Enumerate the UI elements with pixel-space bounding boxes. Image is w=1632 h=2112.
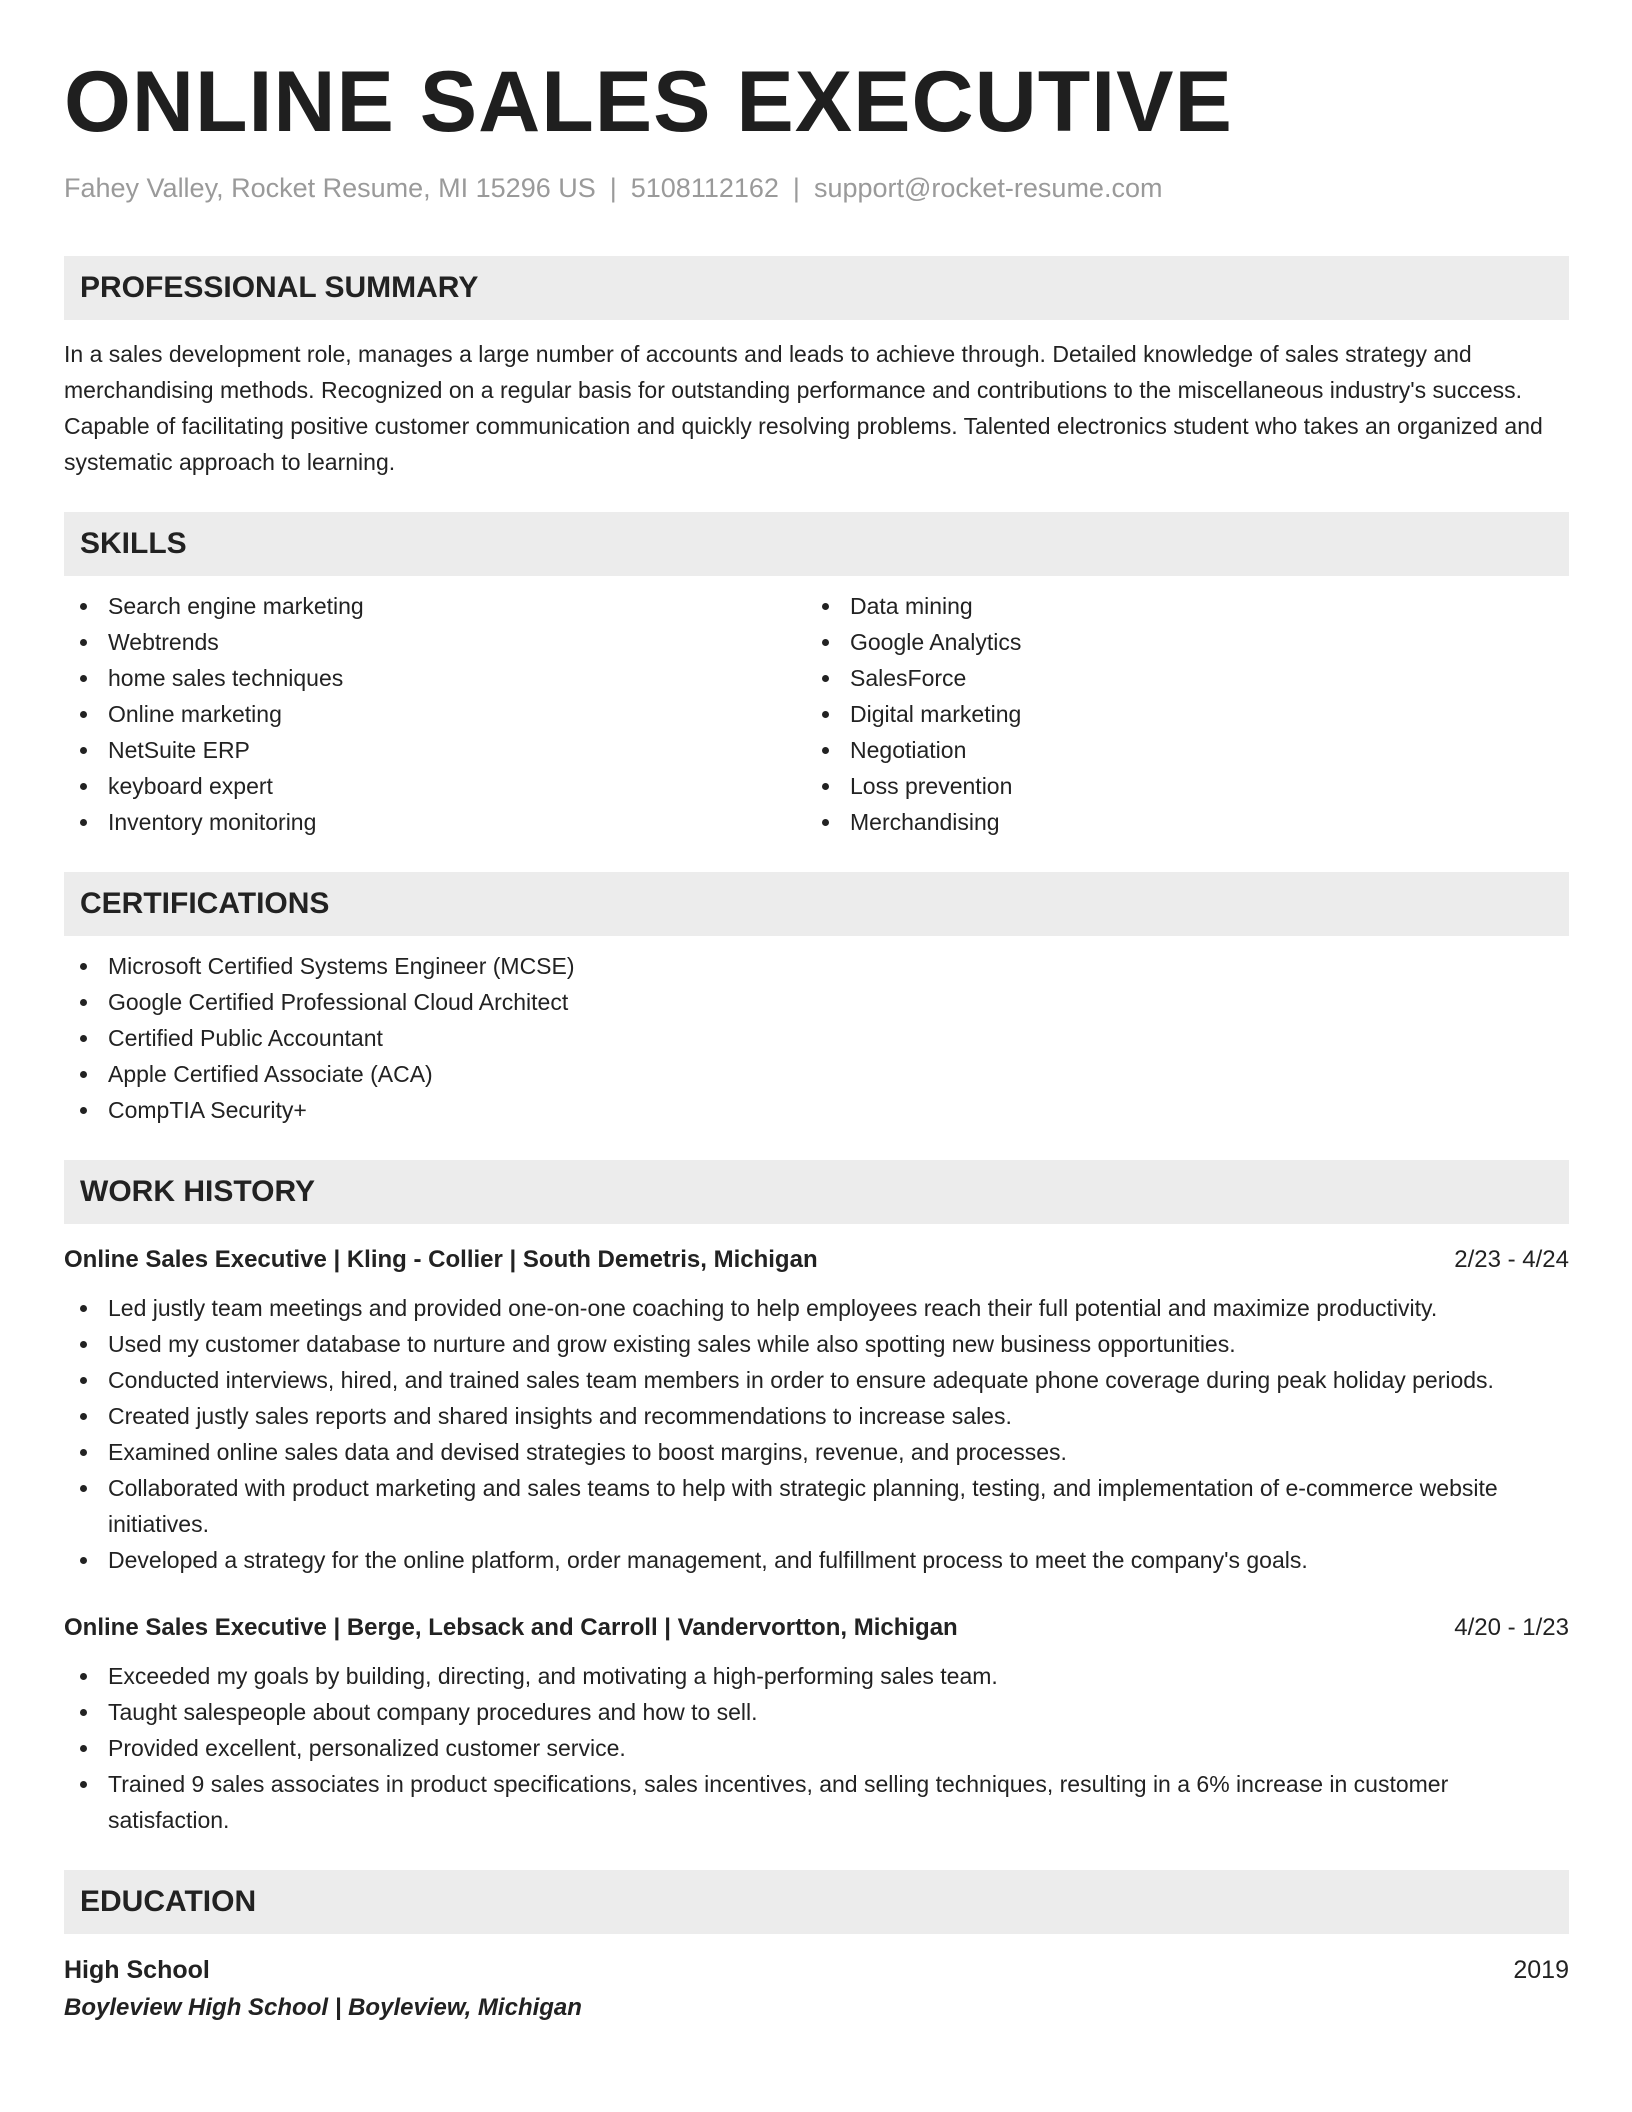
certification-item: Apple Certified Associate (ACA)	[64, 1056, 1569, 1092]
job-bullet: Examined online sales data and devised strategies to boost margins, revenue, and processes.	[64, 1434, 1569, 1470]
skill-item: Search engine marketing	[64, 588, 806, 624]
job-bullet: Trained 9 sales associates in product specifications, sales incentives, and selling techniques, resulting in a 6% increase in customer satisfaction.	[64, 1766, 1569, 1838]
certification-item: CompTIA Security+	[64, 1092, 1569, 1128]
certifications-list	[64, 948, 1569, 1128]
candidate-name: ONLINE SALES EXECUTIVE	[64, 54, 1233, 150]
summary-text: In a sales development role, manages a large number of accounts and leads to achieve through. Detailed knowledge of sales strategy and merchandising methods. Recognized on a regular basis for outstanding performance and contributions to the miscellaneous industry's success. Capable of facilitating positive customer communication and quickly resolving problems. Talented electronics student who takes an organized and systematic approach to learning.	[64, 341, 1543, 475]
job-dates: 4/20 - 1/23	[1454, 1614, 1569, 1641]
contact-email: support@rocket-resume.com	[813, 173, 1163, 203]
skill-item: Digital marketing	[806, 696, 1548, 732]
skills-list-left	[64, 588, 806, 840]
education-header	[64, 1952, 1569, 1988]
skills-grid	[64, 588, 1569, 840]
job-bullet: Provided excellent, personalized customer service.	[64, 1730, 1569, 1766]
job-bullet: Collaborated with product marketing and sales teams to help with strategic planning, testing, and implementation of e-commerce website initiatives.	[64, 1470, 1569, 1542]
job-bullets	[64, 1658, 1569, 1838]
job-header	[64, 1610, 1569, 1646]
skill-item: Online marketing	[64, 696, 806, 732]
job-dates: 2/23 - 4/24	[1454, 1246, 1569, 1273]
section-heading-certifications: CERTIFICATIONS	[64, 872, 1569, 936]
job-bullet: Taught salespeople about company procedures and how to sell.	[64, 1694, 1569, 1730]
job-bullets	[64, 1290, 1569, 1578]
job-bullet: Exceeded my goals by building, directing, and motivating a high-performing sales team.	[64, 1658, 1569, 1694]
job-bullet: Used my customer database to nurture and grow existing sales while also spotting new business opportunities.	[64, 1326, 1569, 1362]
certification-item: Microsoft Certified Systems Engineer (MCSE)	[64, 948, 1569, 984]
skill-item: Negotiation	[806, 732, 1548, 768]
skill-item: home sales techniques	[64, 660, 806, 696]
skill-item: Loss prevention	[806, 768, 1548, 804]
certification-item: Google Certified Professional Cloud Architect	[64, 984, 1569, 1020]
skill-item: Webtrends	[64, 624, 806, 660]
skill-item: SalesForce	[806, 660, 1548, 696]
job-title: Online Sales Executive | Berge, Lebsack and Carroll | Vandervortton, Michigan	[64, 1614, 958, 1641]
skills-list-right	[806, 588, 1548, 840]
skill-item: NetSuite ERP	[64, 732, 806, 768]
section-heading-skills: SKILLS	[64, 512, 1569, 576]
section-heading-education: EDUCATION	[64, 1870, 1569, 1934]
contact-line	[64, 170, 1569, 206]
contact-separator: |	[792, 173, 800, 203]
education-degree: High School	[64, 1956, 210, 1984]
job-bullet: Created justly sales reports and shared insights and recommendations to increase sales.	[64, 1398, 1569, 1434]
skill-item: Google Analytics	[806, 624, 1548, 660]
section-heading-work-history: WORK HISTORY	[64, 1160, 1569, 1224]
education-year: 2019	[1513, 1956, 1569, 1984]
certification-item: Certified Public Accountant	[64, 1020, 1569, 1056]
contact-phone: 5108112162	[630, 173, 779, 203]
job-entry	[64, 1610, 1569, 1838]
job-header	[64, 1242, 1569, 1278]
skill-item: Data mining	[806, 588, 1548, 624]
job-entry	[64, 1242, 1569, 1578]
skill-item: Merchandising	[806, 804, 1548, 840]
resume-page	[64, 52, 1569, 2028]
education-school: Boyleview High School | Boyleview, Michigan	[64, 1994, 582, 2021]
contact-address: Fahey Valley, Rocket Resume, MI 15296 US	[64, 173, 596, 203]
contact-separator: |	[609, 173, 617, 203]
skill-item: keyboard expert	[64, 768, 806, 804]
job-title: Online Sales Executive | Kling - Collier | South Demetris, Michigan	[64, 1246, 818, 1273]
job-bullet: Developed a strategy for the online platform, order management, and fulfillment process to meet the company's goals.	[64, 1542, 1569, 1578]
section-heading-summary: PROFESSIONAL SUMMARY	[64, 256, 1569, 320]
job-bullet: Conducted interviews, hired, and trained sales team members in order to ensure adequate phone coverage during peak holiday periods.	[64, 1362, 1569, 1398]
job-bullet: Led justly team meetings and provided one-on-one coaching to help employees reach their full potential and maximize productivity.	[64, 1290, 1569, 1326]
skill-item: Inventory monitoring	[64, 804, 806, 840]
